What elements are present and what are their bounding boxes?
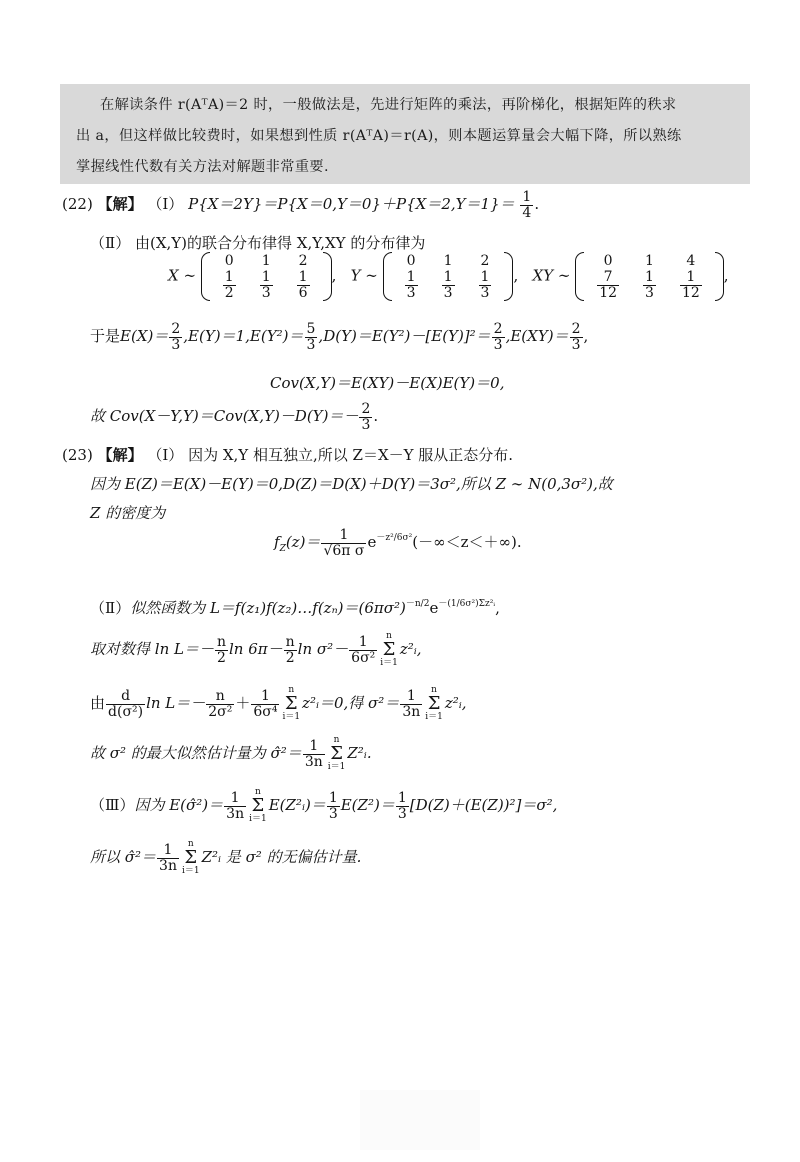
q22-number: (22) [62,195,93,214]
summation-icon: n Σ i＝1 [425,685,443,722]
dist-y-label: Y ∼ [350,266,378,285]
q22-part2-text: 由(X,Y)的联合分布律得 X,Y,XY 的分布律为 [134,234,426,252]
q22-tag: 【解】 [97,195,143,214]
q23-mle: 故 σ² 的最大似然估计量为 σ̂²＝ $\frac{1}{3n}$ n Σ i＝1 Z²ᵢ. [90,735,372,772]
dist-x-label: X ∼ [168,266,197,285]
dist-xy-matrix: 0 1 4 $\frac{7}{12}$ $\frac{1}{3}$ $\frac{1}{12}$ [575,252,724,301]
note-line-3: 掌握线性代数有关方法对解题非常重要. [76,159,329,175]
summation-icon: n Σ i＝1 [181,839,200,876]
q23-unbiased: 所以 σ̂²＝ $\frac{1}{3n}$ n Σ i＝1 Z²ᵢ 是 σ² 的无偏估计量. [90,839,362,876]
q22-part2-label: （Ⅱ） [90,234,131,252]
q23-line2: 因为 E(Z)＝E(X)－E(Y)＝0,D(Z)＝D(X)＋D(Y)＝3σ²,所以 Z ∼ N(0,3σ²),故 [90,475,613,493]
q23-part1-label: （Ⅰ） [147,446,184,464]
note-line-2: 出 a，但这样做比较费时，如果想到性质 r(AᵀA)＝r(A)，则本题运算量会大幅下降，所以熟练 [76,128,682,144]
summation-icon: n Σ i＝1 [282,685,301,722]
q22-part1-fraction: $\frac{1}{4}$ [522,189,532,221]
q23-part1-text: 因为 X,Y 相互独立,所以 Z＝X－Y 服从正态分布. [188,446,514,464]
q22-part1-text: P{X＝2Y}＝P{X＝0,Y＝0}＋P{X＝2,Y＝1}＝ [188,195,515,214]
q22-part1-label: （Ⅰ） [147,195,184,214]
summation-icon: n Σ i＝1 [327,735,346,772]
q23-line3: Z 的密度为 [90,504,166,522]
q23-part3: （Ⅲ）因为 E(σ̂²)＝ $\frac{1}{3n}$ n Σ i＝1 E(Z²ᵢ)＝ $\frac{1}{3}$ E(Z²)＝ $\frac{1}{3}$ [D(Z)＋(E(Z))²]＝σ², [90,787,558,824]
q23-number: (23) [62,446,93,464]
q22-header: (22) 【解】 （Ⅰ） P{X＝2Y}＝P{X＝0,Y＝0}＋P{X＝2,Y＝1}＝ $\frac{1}{4}$ . [62,189,540,221]
summation-icon: n Σ i＝1 [249,787,267,824]
dist-xy-label: XY ∼ [532,266,571,285]
q22-expectations: 于是E(X)＝ $\frac{2}{3}$ ,E(Y)＝1,E(Y²)＝ $\frac{5}{3}$ ,D(Y)＝E(Y²)－[E(Y)]²＝ $\frac{2}{3}$ ,E(XY)＝ $\frac{2}{3}$ , [90,321,589,353]
dist-y-matrix: 0 1 2 $\frac{1}{3}$ $\frac{1}{3}$ $\frac{1}{3}$ [383,252,514,301]
dist-x-matrix: 0 1 2 $\frac{1}{2}$ $\frac{1}{3}$ $\frac{1}{6}$ [201,252,332,301]
distribution-row: X ∼ 0 1 2 $\frac{1}{2}$ $\frac{1}{3}$ $\frac{1}{6}$ , Y ∼ 0 1 2 $\frac{1}{3}$ $\frac{1}{3}$ $\frac{1}{3}$ , XY ∼ 0 1 4 $\frac{7}{12}$ $\frac{1}{3}$ $\frac{1}{12}$ , [168,253,729,301]
note-line-1: 在解读条件 r(AᵀA)＝2 时，一般做法是，先进行矩阵的乘法，再阶梯化，根据矩阵的秩求 [100,97,677,113]
q23-loglik: 取对数得 ln L＝－ $\frac{n}{2}$ ln 6π－ $\frac{n}{2}$ ln σ²－ $\frac{1}{\text{6σ²}}$ n Σ i＝1 z²ᵢ, [90,631,422,668]
q23-density: $f_Z(z)=$ $\frac{1}{\text{√6π σ}}$ $e^{-z^2/6\sigma^2}(-\infty<z<+\infty)$. [274,527,522,559]
q22-final: 故 Cov(X－Y,Y)＝Cov(X,Y)－D(Y)＝－ $\frac{2}{3}$ . [90,401,379,433]
q23-tag: 【解】 [97,446,143,464]
page-footer-area [360,1090,480,1150]
summation-icon: n Σ i＝1 [380,631,398,668]
q23-header [62,444,513,465]
q23-likelihood: （Ⅱ）似然函数为 $L=f(z_1)f(z_2)\dots f(z_n)=(6\pi\sigma^2)^{-n/2}e^{-(1/6\sigma^2)\Sigma z^2ᵢ}$, [90,599,500,617]
q23-derivative: 由 $\frac{d}{\text{d(σ²)}}$ ln L＝－ $\frac{n}{\text{2σ²}}$ ＋ $\frac{1}{\text{6σ⁴}}$ n Σ i＝1 z²ᵢ＝0,得 σ²＝ $\frac{1}{3n}$ n Σ i＝1 z²ᵢ, [90,685,467,722]
q22-cov-line: Cov(X,Y)＝E(XY)－E(X)E(Y)＝0, [270,374,505,392]
q22-part2 [90,232,425,253]
